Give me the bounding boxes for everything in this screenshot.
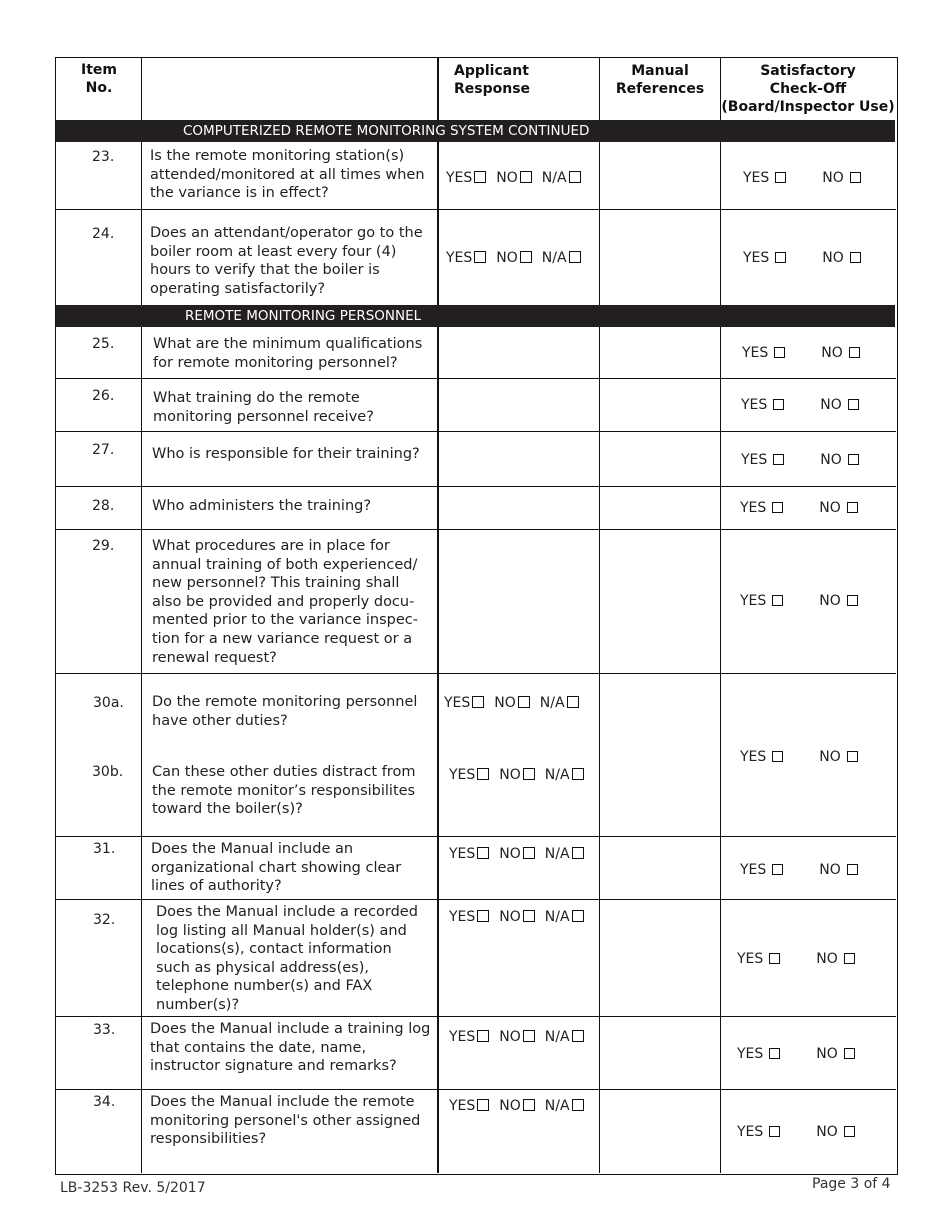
check-off-no-checkbox[interactable] xyxy=(844,953,855,964)
item-question: Does the Manual include the remote monitoring personel's other assigned responsibilities? xyxy=(150,1094,421,1148)
response-na-option[interactable]: N/A xyxy=(540,695,579,711)
yes-checkbox[interactable] xyxy=(477,910,489,922)
check-off-no[interactable]: NO xyxy=(816,951,855,967)
check-off-yes-checkbox[interactable] xyxy=(775,252,786,263)
satisfactory-check-off xyxy=(741,452,859,468)
applicant-response-options xyxy=(449,909,584,925)
yes-checkbox[interactable] xyxy=(477,768,489,780)
response-yes-option[interactable]: YES xyxy=(444,695,484,711)
row-divider xyxy=(55,431,896,432)
item-question: Does an attendant/operator go to the boiler room at least every four (4) hours to verify that the boiler is operating satisfactorily? xyxy=(150,225,423,297)
check-off-yes-checkbox[interactable] xyxy=(769,1126,780,1137)
row-divider xyxy=(55,836,896,837)
applicant-response-options xyxy=(449,767,584,783)
check-off-yes[interactable]: YES xyxy=(741,397,784,413)
check-off-yes[interactable]: YES xyxy=(742,345,785,361)
check-off-no-checkbox[interactable] xyxy=(850,172,861,183)
no-checkbox[interactable] xyxy=(523,768,535,780)
item-question: What training do the remote monitoring personnel receive? xyxy=(153,390,374,425)
yes-checkbox[interactable] xyxy=(477,1099,489,1111)
item-question: Does the Manual include a training log that contains the date, name, instructor signature and remarks? xyxy=(150,1021,431,1075)
na-checkbox[interactable] xyxy=(572,1099,584,1111)
header-manual-references: Manual References xyxy=(615,63,705,97)
applicant-response-options xyxy=(446,250,581,266)
response-na-option[interactable]: N/A xyxy=(545,1029,584,1045)
check-off-no-checkbox[interactable] xyxy=(849,347,860,358)
applicant-response-options xyxy=(449,1029,584,1045)
na-checkbox[interactable] xyxy=(572,1030,584,1042)
satisfactory-check-off xyxy=(743,170,861,186)
check-off-yes-checkbox[interactable] xyxy=(773,399,784,410)
check-off-no-checkbox[interactable] xyxy=(848,454,859,465)
applicant-response-options xyxy=(446,170,581,186)
column-divider xyxy=(437,57,439,1173)
no-checkbox[interactable] xyxy=(523,1030,535,1042)
item-number: 34. xyxy=(93,1094,116,1110)
column-divider xyxy=(141,57,142,1173)
no-checkbox[interactable] xyxy=(523,1099,535,1111)
check-off-no[interactable]: NO xyxy=(816,1124,855,1140)
satisfactory-check-off xyxy=(742,345,860,361)
response-no-option[interactable]: NO xyxy=(496,170,532,186)
response-yes-option[interactable]: YES xyxy=(449,909,489,925)
row-divider xyxy=(55,378,896,379)
form-id: LB-3253 Rev. 5/2017 xyxy=(60,1180,206,1196)
response-no-option[interactable]: NO xyxy=(499,1098,535,1114)
response-na-option[interactable]: N/A xyxy=(545,846,584,862)
check-off-no-checkbox[interactable] xyxy=(844,1126,855,1137)
yes-checkbox[interactable] xyxy=(477,847,489,859)
applicant-response-options xyxy=(449,1098,584,1114)
check-off-yes[interactable]: YES xyxy=(740,500,783,516)
check-off-no[interactable]: NO xyxy=(821,345,860,361)
response-yes-option[interactable]: YES xyxy=(446,170,486,186)
item-number: 25. xyxy=(92,336,115,352)
check-off-no[interactable]: NO xyxy=(822,170,861,186)
check-off-no[interactable]: NO xyxy=(819,500,858,516)
item-number: 23. xyxy=(92,149,115,165)
section-computerized-remote-monitoring: COMPUTERIZED REMOTE MONITORING SYSTEM CONTINUED xyxy=(56,120,895,142)
check-off-yes-checkbox[interactable] xyxy=(775,172,786,183)
response-no-option[interactable]: NO xyxy=(494,695,530,711)
response-yes-option[interactable]: YES xyxy=(449,1098,489,1114)
yes-checkbox[interactable] xyxy=(477,1030,489,1042)
applicant-response-options xyxy=(449,846,584,862)
na-checkbox[interactable] xyxy=(572,910,584,922)
item-question: Who is responsible for their training? xyxy=(152,446,420,462)
no-checkbox[interactable] xyxy=(518,696,530,708)
check-off-no-checkbox[interactable] xyxy=(847,864,858,875)
check-off-no[interactable]: NO xyxy=(820,397,859,413)
check-off-yes-checkbox[interactable] xyxy=(769,1048,780,1059)
check-off-yes-checkbox[interactable] xyxy=(774,347,785,358)
header-satisfactory-check-off: Satisfactory Check-Off (Board/Inspector Use) xyxy=(721,63,895,115)
no-checkbox[interactable] xyxy=(523,910,535,922)
na-checkbox[interactable] xyxy=(569,171,581,183)
check-off-yes[interactable]: YES xyxy=(740,593,783,609)
check-off-yes-checkbox[interactable] xyxy=(769,953,780,964)
satisfactory-check-off xyxy=(737,1124,855,1140)
check-off-no-checkbox[interactable] xyxy=(847,502,858,513)
check-off-no[interactable]: NO xyxy=(816,1046,855,1062)
check-off-yes[interactable]: YES xyxy=(737,1046,780,1062)
item-question: Do the remote monitoring personnel have other duties? xyxy=(152,694,418,729)
row-divider xyxy=(55,899,896,900)
na-checkbox[interactable] xyxy=(567,696,579,708)
check-off-yes[interactable]: YES xyxy=(743,170,786,186)
yes-checkbox[interactable] xyxy=(474,251,486,263)
item-number: 24. xyxy=(92,226,115,242)
item-number: 30a. xyxy=(93,695,124,711)
yes-checkbox[interactable] xyxy=(474,171,486,183)
satisfactory-check-off xyxy=(737,951,855,967)
check-off-no-checkbox[interactable] xyxy=(844,1048,855,1059)
response-yes-option[interactable]: YES xyxy=(449,846,489,862)
satisfactory-check-off xyxy=(740,862,858,878)
response-yes-option[interactable]: YES xyxy=(446,250,486,266)
item-question: What are the minimum qualifications for remote monitoring personnel? xyxy=(153,336,423,371)
check-off-yes-checkbox[interactable] xyxy=(773,454,784,465)
item-number: 29. xyxy=(92,538,115,554)
header-applicant-response: Applicant Response xyxy=(454,63,531,97)
item-number: 26. xyxy=(92,388,115,404)
response-na-option[interactable]: N/A xyxy=(545,767,584,783)
item-question: Who administers the training? xyxy=(152,498,372,514)
satisfactory-check-off xyxy=(740,500,858,516)
item-number: 28. xyxy=(92,498,115,514)
response-no-option[interactable]: NO xyxy=(499,909,535,925)
response-no-option[interactable]: NO xyxy=(499,846,535,862)
applicant-response-options xyxy=(444,695,579,711)
satisfactory-check-off xyxy=(743,250,861,266)
check-off-yes-checkbox[interactable] xyxy=(772,751,783,762)
check-off-yes-checkbox[interactable] xyxy=(772,595,783,606)
response-no-option[interactable]: NO xyxy=(499,1029,535,1045)
check-off-yes[interactable]: YES xyxy=(741,452,784,468)
yes-checkbox[interactable] xyxy=(472,696,484,708)
section-remote-monitoring-personnel: REMOTE MONITORING PERSONNEL xyxy=(56,305,895,327)
item-question: Can these other duties distract from the remote monitor’s responsibilites toward the boiler(s)? xyxy=(152,764,416,818)
row-divider xyxy=(55,1089,896,1090)
item-question: Does the Manual include a recorded log listing all Manual holder(s) and locations(s), contact information such as physical address(es), telephone number(s) and FAX number(s)? xyxy=(156,904,418,1013)
item-question: What procedures are in place for annual training of both experienced/ new personnel? This training shall also be provided and properly docu-mented prior to the variance inspec-tion for a new variance request or a renewal request? xyxy=(152,538,418,666)
check-off-no-checkbox[interactable] xyxy=(848,399,859,410)
check-off-yes[interactable]: YES xyxy=(737,1124,780,1140)
satisfactory-check-off xyxy=(740,749,858,765)
row-divider xyxy=(55,486,896,487)
check-off-no-checkbox[interactable] xyxy=(850,252,861,263)
page-number: Page 3 of 4 xyxy=(812,1176,891,1192)
response-yes-option[interactable]: YES xyxy=(449,767,489,783)
check-off-yes[interactable]: YES xyxy=(740,749,783,765)
item-number: 33. xyxy=(93,1022,116,1038)
response-no-option[interactable]: NO xyxy=(499,767,535,783)
check-off-yes-checkbox[interactable] xyxy=(772,864,783,875)
check-off-no-checkbox[interactable] xyxy=(847,595,858,606)
check-off-no[interactable]: NO xyxy=(819,593,858,609)
row-divider xyxy=(55,529,896,530)
satisfactory-check-off xyxy=(741,397,859,413)
response-na-option[interactable]: N/A xyxy=(542,250,581,266)
row-divider xyxy=(55,209,896,210)
satisfactory-check-off xyxy=(737,1046,855,1062)
check-off-no[interactable]: NO xyxy=(822,250,861,266)
check-off-no[interactable]: NO xyxy=(819,862,858,878)
header-item-no: Item No. xyxy=(81,62,117,96)
na-checkbox[interactable] xyxy=(572,768,584,780)
check-off-no-checkbox[interactable] xyxy=(847,751,858,762)
check-off-yes[interactable]: YES xyxy=(743,250,786,266)
no-checkbox[interactable] xyxy=(523,847,535,859)
check-off-yes-checkbox[interactable] xyxy=(772,502,783,513)
check-off-yes[interactable]: YES xyxy=(740,862,783,878)
na-checkbox[interactable] xyxy=(572,847,584,859)
row-divider xyxy=(55,673,896,674)
item-question: Is the remote monitoring station(s) attended/monitored at all times when the variance is in effect? xyxy=(150,148,425,202)
no-checkbox[interactable] xyxy=(520,251,532,263)
response-na-option[interactable]: N/A xyxy=(545,909,584,925)
no-checkbox[interactable] xyxy=(520,171,532,183)
response-no-option[interactable]: NO xyxy=(496,250,532,266)
response-yes-option[interactable]: YES xyxy=(449,1029,489,1045)
item-question: Does the Manual include an organizational chart showing clear lines of authority? xyxy=(151,841,402,895)
item-number: 30b. xyxy=(92,764,124,780)
response-na-option[interactable]: N/A xyxy=(542,170,581,186)
satisfactory-check-off xyxy=(740,593,858,609)
check-off-yes[interactable]: YES xyxy=(737,951,780,967)
item-number: 31. xyxy=(93,841,116,857)
item-number: 27. xyxy=(92,442,115,458)
column-divider xyxy=(599,57,600,1173)
check-off-no[interactable]: NO xyxy=(820,452,859,468)
item-number: 32. xyxy=(93,912,116,928)
column-divider xyxy=(720,57,721,1173)
row-divider xyxy=(55,1016,896,1017)
check-off-no[interactable]: NO xyxy=(819,749,858,765)
na-checkbox[interactable] xyxy=(569,251,581,263)
response-na-option[interactable]: N/A xyxy=(545,1098,584,1114)
